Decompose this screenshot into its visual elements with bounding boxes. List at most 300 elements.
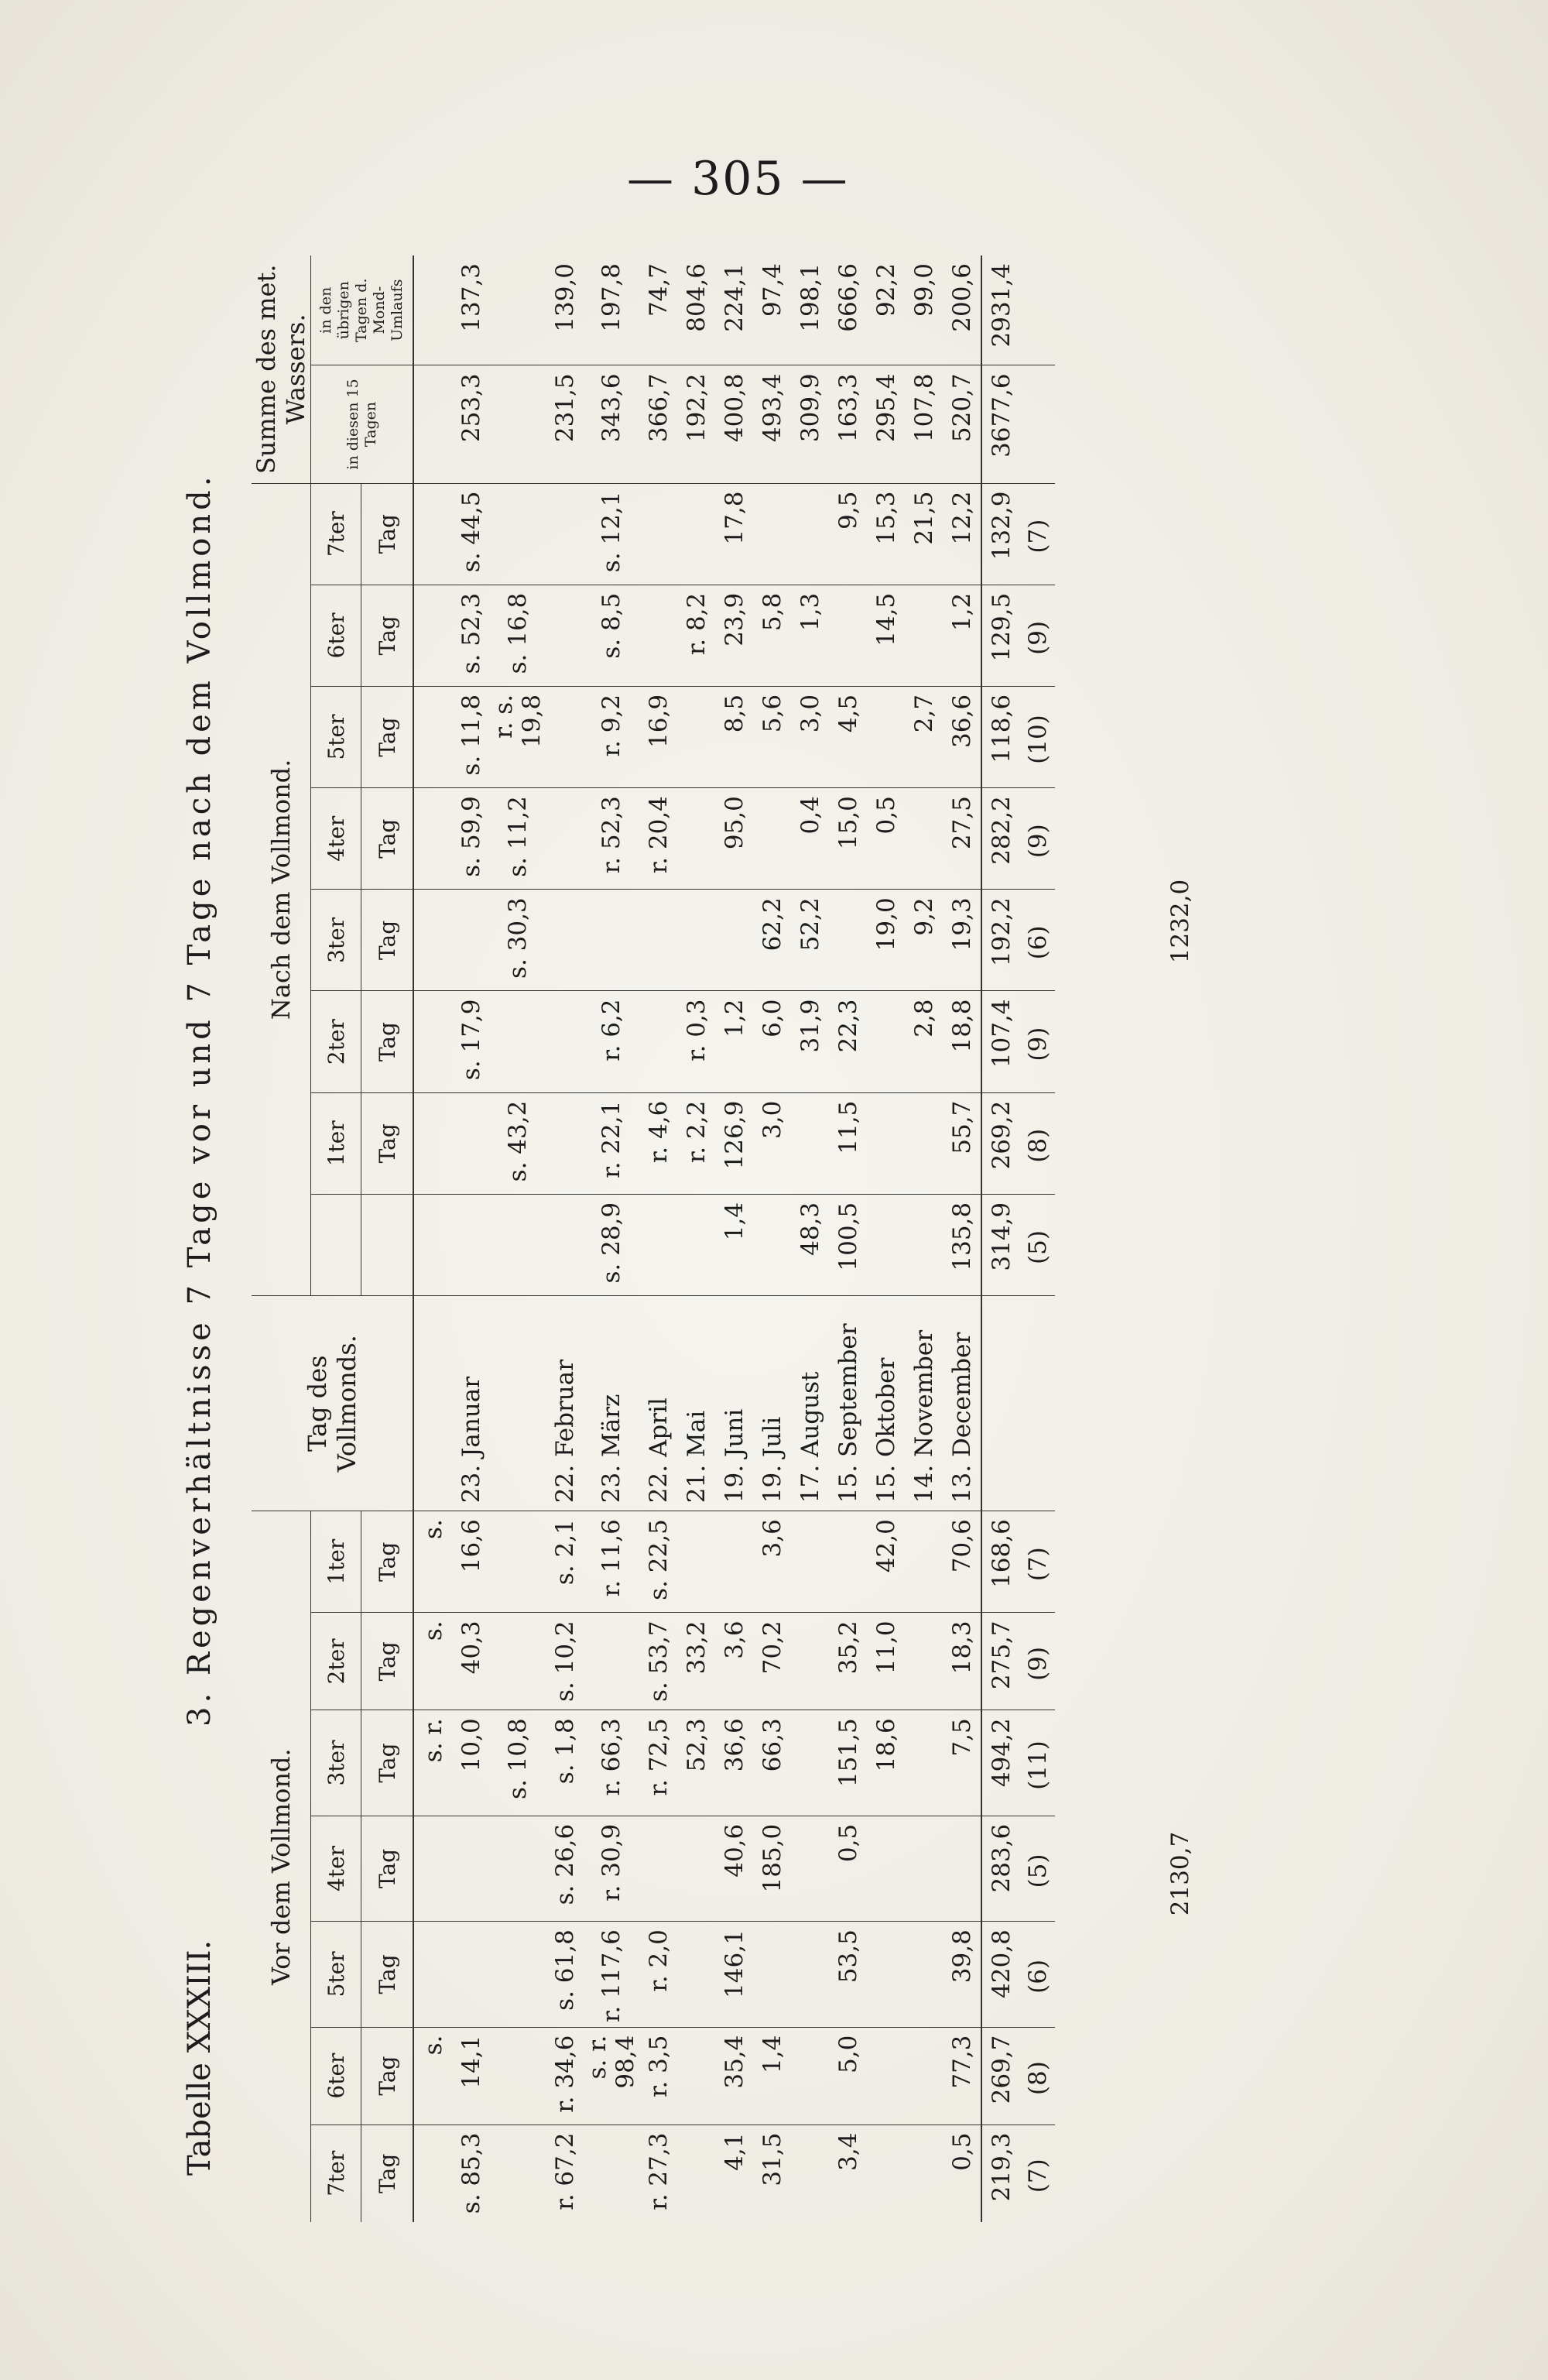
table-cell: 3,0: [753, 1092, 791, 1194]
unit-tag: Tag: [361, 585, 414, 686]
table-cell: s. 61,8: [546, 1922, 584, 2027]
table-cell: 40,3: [452, 1613, 490, 1710]
table-cell: [546, 483, 584, 585]
table-cell: 107,4: [981, 991, 1021, 1092]
fullmoon-header: Tag des Vollmonds.: [252, 1296, 413, 1511]
after-day-3: 3ter: [311, 890, 361, 991]
table-cell: (8): [1021, 2027, 1055, 2125]
table-cell: [905, 1922, 943, 2027]
table-cell: [867, 2125, 905, 2222]
table-cell: 18,6: [867, 1710, 905, 1816]
table-cell: 16,6: [452, 1511, 490, 1613]
sum-header: Summe des met. Wassers.: [252, 255, 311, 483]
table-cell: [490, 2125, 546, 2222]
table-cell: [677, 1816, 715, 1921]
table-cell: s. 1,8: [546, 1710, 584, 1816]
table-cell: 10,0: [452, 1710, 490, 1816]
table-cell: 494,2: [981, 1710, 1021, 1816]
table-cell: 137,3: [452, 255, 490, 365]
table-cell: 11,0: [867, 1613, 905, 1710]
table-cell: 40,6: [715, 1816, 753, 1921]
table-cell: [677, 1511, 715, 1613]
table-cell: 16,9: [639, 686, 677, 787]
table-cell: [490, 1194, 546, 1295]
table-cell: s. 28,9: [584, 1194, 639, 1295]
table-cell: s. r. 98,4: [584, 2027, 639, 2125]
rotated-table-block: [174, 255, 1335, 2222]
before-day-5: 5ter: [311, 1922, 361, 2027]
table-cell: r. 67,2: [550, 2132, 579, 2210]
before-day-1: 1ter: [311, 1511, 361, 1613]
table-cell: [546, 890, 584, 991]
table-cell: 52,3: [677, 1710, 715, 1816]
table-cell: [791, 1092, 829, 1194]
table-cell: r. 22,1: [584, 1092, 639, 1194]
table-cell: [791, 1710, 829, 1816]
table-cell: s. 53,7: [639, 1613, 677, 1710]
table-cell: 366,7: [639, 365, 677, 483]
fullmoon-date-cell: 22. April: [639, 1296, 677, 1511]
table-cell: [546, 788, 584, 890]
table-cell: 224,1: [715, 255, 753, 365]
table-cell: [546, 1092, 584, 1194]
table-cell: (8): [1021, 1092, 1055, 1194]
table-cell: [490, 1922, 546, 2027]
table-cell: [905, 1194, 943, 1295]
table-cell: 8,5: [715, 686, 753, 787]
table-cell: 74,7: [639, 255, 677, 365]
fullmoon-date-cell: [1021, 1296, 1055, 1511]
table-cell: 36,6: [943, 686, 981, 787]
table-cell: [413, 365, 452, 483]
table-cell: 4,1: [720, 2132, 748, 2171]
table-cell: s. 43,2: [490, 1092, 546, 1194]
unit-tag: Tag: [361, 1613, 414, 1710]
table-cell: 70,2: [753, 1613, 791, 1710]
table-cell: 200,6: [943, 255, 981, 365]
table-row: [452, 255, 490, 2222]
table-cell: [413, 890, 452, 991]
sum-15-days-header: in diesen 15 Tagen: [311, 365, 414, 483]
table-cell: 55,7: [943, 1092, 981, 1194]
table-cell: 23,9: [715, 585, 753, 686]
table-cell: 2,7: [905, 686, 943, 787]
table-cell: [452, 1194, 490, 1295]
table-cell: [490, 2027, 546, 2125]
table-cell: 48,3: [791, 1194, 829, 1295]
table-cell: s.: [413, 2027, 452, 2125]
table-cell: 132,9: [981, 483, 1021, 585]
table-row: [715, 255, 753, 2222]
table-cell: 5,6: [753, 686, 791, 787]
fullmoon-date-cell: [413, 1296, 452, 1511]
table-cell: r. 2,0: [639, 1922, 677, 2027]
table-cell: [677, 2027, 715, 2125]
table-cell: 62,2: [753, 890, 791, 991]
table-cell: [943, 1816, 981, 1921]
table-cell: [829, 890, 867, 991]
table-cell: 269,7: [981, 2027, 1021, 2125]
unit-tag: Tag: [361, 483, 414, 585]
table-cell: 17,8: [715, 483, 753, 585]
table-cell: [677, 1922, 715, 2027]
table-cell: 282,2: [981, 788, 1021, 890]
table-cell: [413, 1922, 452, 2027]
table-row: [943, 255, 981, 2222]
after-day-4: 4ter: [311, 788, 361, 890]
table-cell: 19,0: [867, 890, 905, 991]
table-cell: (5): [1021, 1194, 1055, 1295]
unit-tag: Tag: [361, 788, 414, 890]
table-cell: 666,6: [829, 255, 867, 365]
table-title: [174, 255, 236, 2222]
table-cell: 15,0: [829, 788, 867, 890]
table-cell: [905, 2027, 943, 2125]
table-cell: 231,5: [546, 365, 584, 483]
table-cell: (9): [1021, 991, 1055, 1092]
before-day-7: 7ter: [311, 2125, 361, 2222]
table-cell: [867, 1092, 905, 1194]
table-cell: 343,6: [584, 365, 639, 483]
total-before: 2130,7: [1166, 1831, 1194, 1916]
table-cell: 1,3: [791, 585, 829, 686]
table-cell: [490, 483, 546, 585]
table-cell: [490, 1511, 546, 1613]
table-cell: [639, 1194, 677, 1295]
table-cell: r. 8,2: [677, 585, 715, 686]
table-cell: s. 10,8: [490, 1710, 546, 1816]
table-cell: [677, 686, 715, 787]
table-cell: r. 0,3: [677, 991, 715, 1092]
table-cell: 15,3: [867, 483, 905, 585]
table-cell: 14,5: [867, 585, 905, 686]
table-row: [867, 255, 905, 2222]
table-cell: 400,8: [715, 365, 753, 483]
fullmoon-date-cell: 19. Juli: [753, 1296, 791, 1511]
table-cell: s. 17,9: [452, 991, 490, 1092]
table-cell: 185,0: [753, 1816, 791, 1921]
after-day-5: 5ter: [311, 686, 361, 787]
table-cell: s.: [413, 1511, 452, 1613]
table-row: [546, 255, 584, 2222]
table-cell: 126,9: [715, 1092, 753, 1194]
fullmoon-date-cell: 15. Oktober: [867, 1296, 905, 1511]
table-cell: 493,4: [753, 365, 791, 483]
sum-other-days-header: in den übrigen Tagen d. Mond-Umlaufs: [311, 255, 414, 365]
table-cell: [715, 890, 753, 991]
table-cell: 53,5: [829, 1922, 867, 2027]
table-cell: [791, 483, 829, 585]
table-cell: [905, 788, 943, 890]
table-cell: r. 30,9: [584, 1816, 639, 1921]
unit-tag: Tag: [361, 890, 414, 991]
table-cell: 99,0: [905, 255, 943, 365]
before-header: Vor dem Vollmond.: [252, 1511, 311, 2222]
fullmoon-date-cell: 21. Mai: [677, 1296, 715, 1511]
table-cell: 21,5: [905, 483, 943, 585]
table-cell: 269,2: [981, 1092, 1021, 1194]
table-row: [753, 255, 791, 2222]
table-cell: 2931,4: [981, 255, 1021, 365]
table-cell: 253,3: [452, 365, 490, 483]
table-cell: [905, 1092, 943, 1194]
table-row: [413, 255, 452, 2222]
unit-tag: Tag: [361, 1922, 414, 2027]
table-cell: [490, 1613, 546, 1710]
before-day-3: 3ter: [311, 1710, 361, 1816]
table-cell: 163,3: [829, 365, 867, 483]
table-cell: 18,3: [943, 1613, 981, 1710]
fullmoon-date-cell: [981, 1296, 1021, 1511]
table-cell: [867, 1194, 905, 1295]
table-cell: 1,2: [715, 991, 753, 1092]
table-cell: 35,2: [829, 1613, 867, 1710]
table-cell: 5,0: [829, 2027, 867, 2125]
table-cell: [867, 2027, 905, 2125]
table-cell: 139,0: [546, 255, 584, 365]
fullmoon-date-cell: 17. August: [791, 1296, 829, 1511]
table-cell: [546, 686, 584, 787]
table-cell: 6,0: [753, 991, 791, 1092]
fullmoon-date-cell: 23. März: [584, 1296, 639, 1511]
table-row: [829, 255, 867, 2222]
table-cell: s. 2,1: [546, 1511, 584, 1613]
table-cell: 192,2: [981, 890, 1021, 991]
table-cell: [905, 1613, 943, 1710]
table-cell: [867, 991, 905, 1092]
total-after: 1232,0: [1166, 879, 1194, 964]
table-cell: [677, 2125, 715, 2222]
unit-tag-empty: [361, 1194, 414, 1295]
table-cell: [413, 483, 452, 585]
table-row: [584, 255, 639, 2222]
table-cell: [753, 1194, 791, 1295]
table-cell: 219,3: [981, 2125, 1021, 2222]
table-cell: 36,6: [715, 1710, 753, 1816]
after-day-2: 2ter: [311, 991, 361, 1092]
table-cell: r. 66,3: [584, 1710, 639, 1816]
table-cell: [639, 991, 677, 1092]
table-cell: r. 52,3: [584, 788, 639, 890]
table-cell: 14,1: [452, 2027, 490, 2125]
table-cell: [413, 1194, 452, 1295]
table-cell: 0,5: [867, 788, 905, 890]
table-cell: [753, 788, 791, 890]
table-cell: [413, 686, 452, 787]
table-cell: 146,1: [715, 1922, 753, 2027]
table-cell: s. 11,8: [452, 686, 490, 787]
table-cell: 4,5: [829, 686, 867, 787]
table-cell: (9): [1021, 585, 1055, 686]
fullmoon-date-cell: 14. November: [905, 1296, 943, 1511]
table-cell: 3677,6: [981, 365, 1021, 483]
table-cell: (6): [1021, 890, 1055, 991]
table-cell: s. 44,5: [452, 483, 490, 585]
table-cell: s.: [413, 1613, 452, 1710]
table-cell: [753, 1922, 791, 2027]
before-day-4: 4ter: [311, 1816, 361, 1921]
table-cell: r. 3,5: [639, 2027, 677, 2125]
table-cell: [677, 483, 715, 585]
table-cell: (7): [1024, 2159, 1052, 2193]
table-cell: [639, 1816, 677, 1921]
table-cell: 5,8: [753, 585, 791, 686]
table-cell: [490, 991, 546, 1092]
table-cell: 168,6: [981, 1511, 1021, 1613]
table-cell: [791, 1613, 829, 1710]
table-cell: [791, 1922, 829, 2027]
table-cell: [452, 1816, 490, 1921]
table-row: [791, 255, 829, 2222]
fullmoon-date-cell: 15. September: [829, 1296, 867, 1511]
table-cell: r. 6,2: [584, 991, 639, 1092]
table-cell: [791, 1816, 829, 1921]
table-cell: [867, 1922, 905, 2027]
table-cell: [905, 585, 943, 686]
table-cell: 309,9: [791, 365, 829, 483]
table-cell: 97,4: [753, 255, 791, 365]
table-cell: [546, 1194, 584, 1295]
fullmoon-date-cell: 13. December: [943, 1296, 981, 1511]
table-cell: r. 9,2: [584, 686, 639, 787]
table-cell: s. 26,6: [546, 1816, 584, 1921]
table-cell: 275,7: [981, 1613, 1021, 1710]
table-cell: [905, 1816, 943, 1921]
table-cell: 1,4: [715, 1194, 753, 1295]
table-cell: 31,5: [758, 2132, 786, 2186]
table-cell: 19,3: [943, 890, 981, 991]
table-cell: [867, 686, 905, 787]
fullmoon-date-cell: 22. Februar: [546, 1296, 584, 1511]
unit-tag: Tag: [361, 1092, 414, 1194]
table-cell: (7): [1021, 1511, 1055, 1613]
table-cell: 420,8: [981, 1922, 1021, 2027]
unit-tag: Tag: [361, 2027, 414, 2125]
table-cell: r. 34,6: [546, 2027, 584, 2125]
table-cell: 151,5: [829, 1710, 867, 1816]
table-cell: [677, 890, 715, 991]
table-cell: [413, 255, 452, 365]
table-cell: 22,3: [829, 991, 867, 1092]
table-cell: 295,4: [867, 365, 905, 483]
table-cell: r. 117,6: [584, 1922, 639, 2027]
table-row: [639, 255, 677, 2222]
table-cell: 192,2: [677, 365, 715, 483]
table-cell: 0,5: [947, 2132, 976, 2171]
table-cell: s. 12,1: [584, 483, 639, 585]
table-cell: s. 30,3: [490, 890, 546, 991]
before-day-6: 6ter: [311, 2027, 361, 2125]
after-day-1: 1ter: [311, 1092, 361, 1194]
unit-tag: Tag: [361, 1511, 414, 1613]
table-cell: 198,1: [791, 255, 829, 365]
table-cell: s. 85,3: [457, 2132, 485, 2214]
table-cell: 7,5: [943, 1710, 981, 1816]
table-caption: 3. Regenverhältnisse 7 Tage vor und 7 Tage nach dem Vollmond.: [182, 472, 217, 1727]
sum-row: [981, 255, 1021, 2222]
table-cell: 2,8: [905, 991, 943, 1092]
table-cell: 283,6: [981, 1816, 1021, 1921]
table-cell: 1,2: [943, 585, 981, 686]
table-cell: [791, 1511, 829, 1613]
table-cell: 107,8: [905, 365, 943, 483]
unit-tag: Tag: [361, 1710, 414, 1816]
table-row: [905, 255, 943, 2222]
table-cell: [905, 1710, 943, 1816]
table-cell: 35,4: [715, 2027, 753, 2125]
table-cell: s. 8,5: [584, 585, 639, 686]
table-cell: s. 59,9: [452, 788, 490, 890]
table-cell: [791, 2027, 829, 2125]
after-day-7: 7ter: [311, 483, 361, 585]
table-cell: [413, 585, 452, 686]
table-cell: [490, 1816, 546, 1921]
table-cell: 31,9: [791, 991, 829, 1092]
table-cell: s. r.: [413, 1710, 452, 1816]
table-cell: s. 22,5: [639, 1511, 677, 1613]
fullmoon-value-header: [311, 1194, 361, 1295]
table-cell: r. 2,2: [677, 1092, 715, 1194]
table-cell: (7): [1021, 483, 1055, 585]
table-cell: 66,3: [753, 1710, 791, 1816]
table-cell: 3,6: [753, 1511, 791, 1613]
table-cell: (9): [1021, 1613, 1055, 1710]
table-cell: [452, 1922, 490, 2027]
rain-table: [252, 255, 1055, 2222]
fullmoon-date-cell: [490, 1296, 546, 1511]
table-cell: [677, 788, 715, 890]
table-cell: [584, 2125, 639, 2222]
after-day-6: 6ter: [311, 585, 361, 686]
table-cell: [639, 483, 677, 585]
table-cell: 804,6: [677, 255, 715, 365]
table-row: [490, 255, 546, 2222]
table-cell: 33,2: [677, 1613, 715, 1710]
table-cell: 9,5: [829, 483, 867, 585]
table-cell: 70,6: [943, 1511, 981, 1613]
table-cell: [715, 1511, 753, 1613]
table-cell: r. 11,6: [584, 1511, 639, 1613]
table-cell: s. 11,2: [490, 788, 546, 890]
table-cell: 42,0: [867, 1511, 905, 1613]
table-cell: [546, 991, 584, 1092]
unit-tag: Tag: [361, 2125, 414, 2222]
table-cell: [413, 991, 452, 1092]
table-cell: r. 4,6: [639, 1092, 677, 1194]
table-cell: 3,6: [715, 1613, 753, 1710]
table-cell: [584, 1613, 639, 1710]
table-cell: 52,2: [791, 890, 829, 991]
table-cell: 9,2: [905, 890, 943, 991]
table-cell: [639, 890, 677, 991]
table-cell: s. 10,2: [546, 1613, 584, 1710]
page-number: — 305 —: [627, 152, 849, 206]
table-cell: s. 16,8: [490, 585, 546, 686]
table-cell: (5): [1021, 1816, 1055, 1921]
table-cell: s. 52,3: [452, 585, 490, 686]
table-cell: [413, 2125, 452, 2222]
table-cell: r. 27,3: [644, 2132, 673, 2210]
fullmoon-date-cell: 23. Januar: [452, 1296, 490, 1511]
table-cell: (6): [1021, 1922, 1055, 2027]
fullmoon-date-cell: 19. Juni: [715, 1296, 753, 1511]
table-cell: [546, 585, 584, 686]
table-cell: [452, 890, 490, 991]
table-cell: 3,0: [791, 686, 829, 787]
table-cell: 135,8: [943, 1194, 981, 1295]
table-cell: 12,2: [943, 483, 981, 585]
table-cell: 314,9: [981, 1194, 1021, 1295]
